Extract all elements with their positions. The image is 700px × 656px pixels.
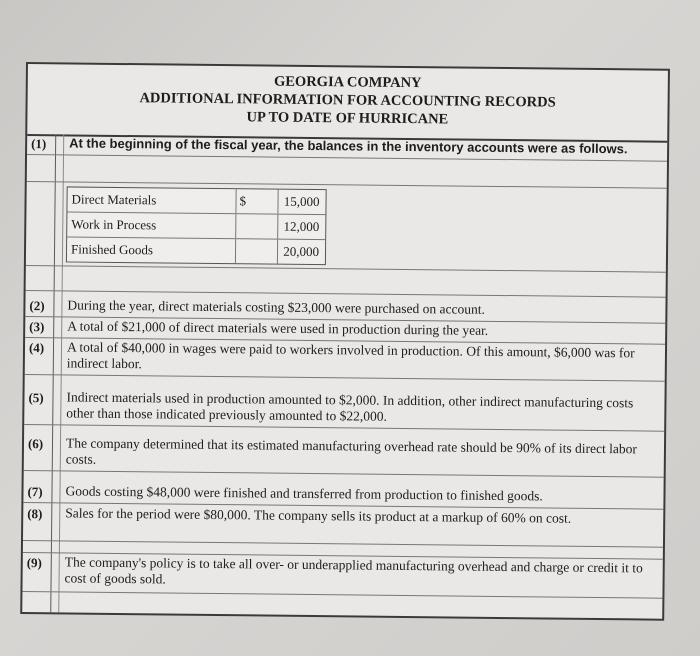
item-text: At the beginning of the fiscal year, the balances in the inventory accounts were as follows. [69, 135, 628, 157]
item-number: (2) [29, 298, 45, 314]
item-text: The company determined that its estimated manufacturing overhead rate should be 90% of its direct labor costs. [65, 435, 637, 467]
item-row-4 [25, 338, 665, 382]
account-name: Direct Materials [71, 191, 157, 208]
table-row [67, 187, 325, 215]
inventory-table [66, 186, 327, 265]
item-number: (6) [27, 436, 44, 452]
item-number: (3) [29, 319, 45, 335]
item-row-9 [22, 552, 662, 599]
table-row [67, 212, 325, 240]
item-text: Goods costing $48,000 were finished and transferred from production to finished goods. [65, 483, 543, 504]
item-text: During the year, direct materials costing $23,000 were purchased on account. [67, 297, 485, 317]
currency-symbol: $ [239, 193, 247, 209]
account-amount: 12,000 [283, 218, 320, 235]
header-date-line: UP TO DATE OF HURRICANE [246, 109, 449, 128]
item-row-5 [24, 388, 664, 432]
item-number: (5) [28, 390, 44, 406]
account-name: Work in Process [71, 216, 157, 233]
item-number: (7) [27, 484, 43, 500]
blank-row [26, 265, 666, 298]
item-text: The company's policy is to take all over- or underapplied manufacturing overhead and charge or credit it to cost of goods sold. [64, 554, 643, 587]
account-amount: 20,000 [283, 243, 320, 260]
item-text: Indirect materials used in production amounted to $2,000. In addition, other indirect manufacturing costs other than those indicated previously amounted to $22,000. [66, 389, 634, 424]
item-row-8 [23, 504, 663, 548]
header-subtitle: ADDITIONAL INFORMATION FOR ACCOUNTING RECORDS [139, 90, 556, 111]
item-number: (4) [28, 340, 45, 356]
item-text: A total of $40,000 in wages were paid to workers involved in production. Of this amount, $6,000 was for indirect labor. [66, 339, 635, 372]
account-name: Finished Goods [70, 241, 154, 258]
header [27, 64, 668, 143]
company-name: GEORGIA COMPANY [273, 73, 422, 92]
item-text: Sales for the period were $80,000. The company sells its product at a markup of 60% on cost. [65, 505, 572, 526]
blank-row [27, 155, 667, 189]
item-number: (1) [31, 136, 47, 152]
worksheet [20, 62, 670, 621]
table-row [67, 237, 325, 264]
item-text: A total of $21,000 of direct materials were used in production during the year. [67, 318, 489, 338]
item-number: (9) [26, 555, 43, 571]
item-row-6 [24, 434, 664, 478]
item-number: (8) [27, 506, 43, 522]
account-amount: 15,000 [283, 193, 320, 210]
